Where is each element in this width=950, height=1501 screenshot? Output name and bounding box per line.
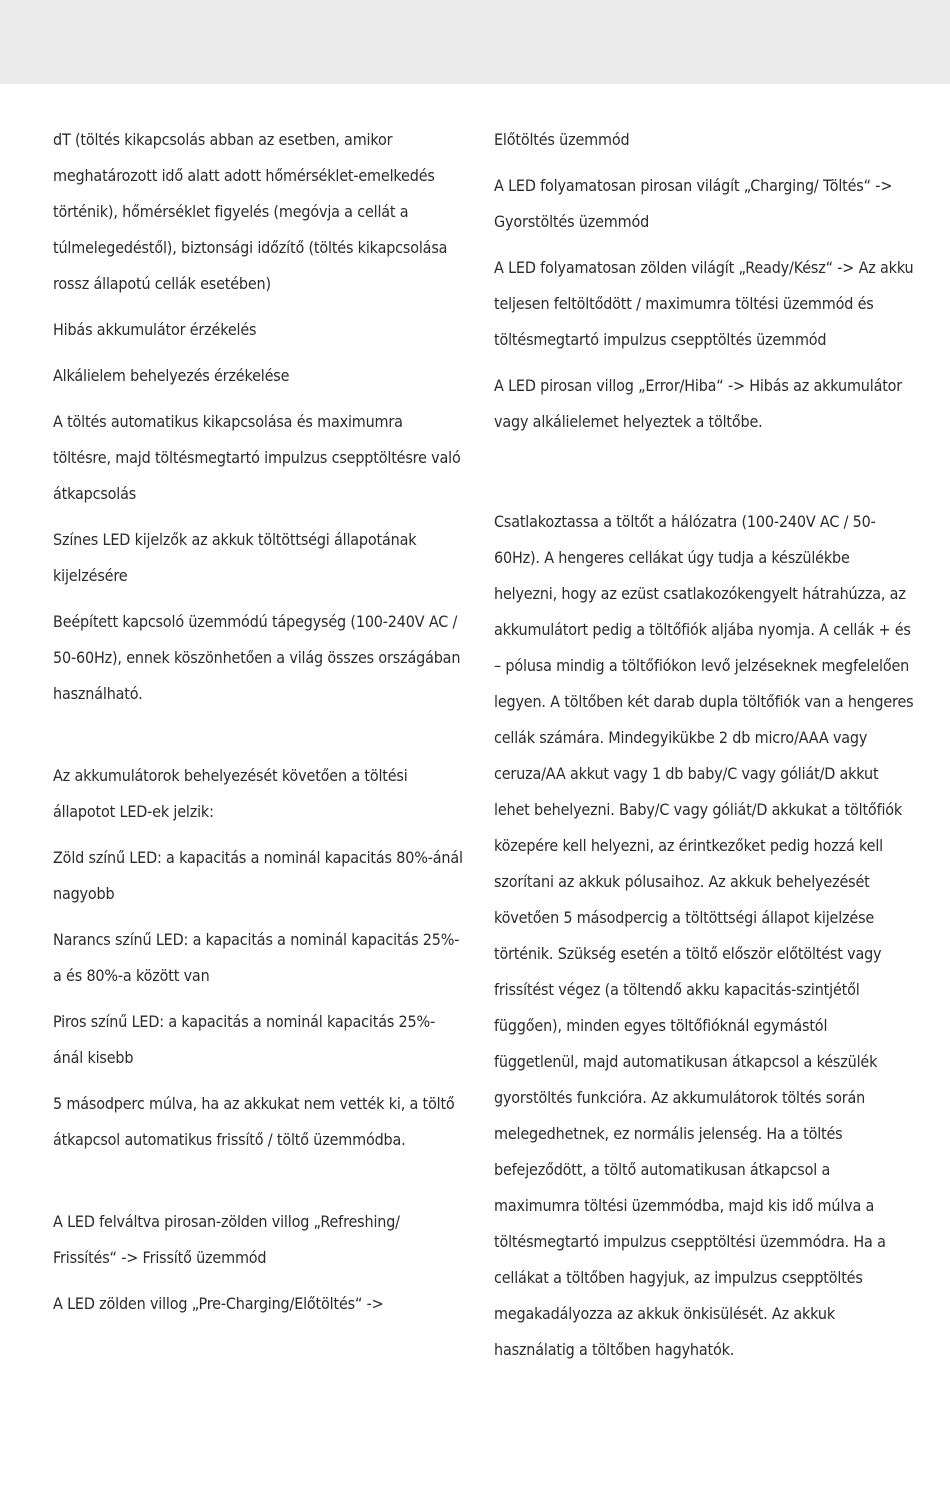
paragraph-power-supply: Beépített kapcsoló üzemmódú tápegység (100-240V AC / 50-60Hz), ennek köszönhetően a világ összes országában használható. <box>53 612 461 703</box>
page-header-band <box>0 0 950 84</box>
paragraph-auto-switch: A töltés automatikus kikapcsolása és maximumra töltésre, majd töltésmegtartó impulzus csepptöltésre való átkapcsolás <box>53 412 461 503</box>
paragraph-led-status-intro: Az akkumulátorok behelyezését követően a töltési állapotot LED-ek jelzik: <box>53 766 408 821</box>
paragraph-orange-led: Narancs színű LED: a kapacitás a nominál kapacitás 25%-a és 80%-a között van <box>53 930 460 985</box>
paragraph-faulty-battery: Hibás akkumulátor érzékelés <box>53 320 257 339</box>
paragraph-alkaline-detection: Alkálielem behelyezés érzékelése <box>53 366 290 385</box>
paragraph-five-seconds: 5 másodperc múlva, ha az akkukat nem vették ki, a töltő átkapcsol automatikus frissítő / töltő üzemmódba. <box>53 1094 455 1149</box>
paragraph-usage-instructions: Csatlakoztassa a töltőt a hálózatra (100-240V AC / 50-60Hz). A hengeres cellákat úgy tudja a készülékbe helyezni, hogy az ezüst csatlakozókengyelt hátrahúzza, az akkumulátort pedig a töltőfiók aljába nyomja. A cellák + és – pólusa mindig a töltőfiókon levő jelzéseknek megfelelően legyen. A töltőben két darab dupla töltőfiók van a hengeres cellák számára. Mindegyikükbe 2 db micro/AAA vagy ceruza/AA akkut vagy 1 db baby/C vagy góliát/D akkut lehet behelyezni. Baby/C vagy góliát/D akkukat a töltőfiók közepére kell helyezni, az érintkezőket pedig hozzá kell szorítani az akkuk pólusaihoz. Az akkuk behelyezését követően 5 másodpercig a töltöttségi állapot kijelzése történik. Szükség esetén a töltő először előtöltést vagy frissítést végez (a töltendő akku kapacitás-szintjétől függően), minden egyes töltőfióknál egymástól függetlenül, majd automatikusan átkapcsol a készülék gyorstöltés funkcióra. Az akkumulátorok töltés során melegedhetnek, ez normális jelenség. Ha a töltés befejeződött, a töltő automatikusan átkapcsol a maximumra töltési üzemmódba, majd kis idő múlva a töltésmegtartó impulzus csepptöltési üzemmódra. Ha a cellákat a töltőben hagyjuk, az impulzus csepptöltés megakadályozza az akkuk önkisülését. Az akkuk használatig a töltőben hagyhatók. <box>494 512 914 1359</box>
paragraph-error-mode: A LED pirosan villog „Error/Hiba“ -> Hibás az akkumulátor vagy alkálielemet helyeztek a töltőbe. <box>494 376 903 431</box>
paragraph-refreshing-mode: A LED felváltva pirosan-zölden villog „Refreshing/ Frissítés“ -> Frissítő üzemmód <box>53 1212 400 1267</box>
paragraph-red-led: Piros színű LED: a kapacitás a nominál kapacitás 25%-ánál kisebb <box>53 1012 436 1067</box>
paragraph-green-led: Zöld színű LED: a kapacitás a nominál kapacitás 80%-ánál nagyobb <box>53 848 463 903</box>
paragraph-charging-mode: A LED folyamatosan pirosan világít „Charging/ Töltés“ -> Gyorstöltés üzemmód <box>494 176 893 231</box>
paragraph-led-indicators: Színes LED kijelzők az akkuk töltöttségi állapotának kijelzésére <box>53 530 417 585</box>
paragraph-precharging-mode: A LED zölden villog „Pre-Charging/Előtöltés“ -> <box>53 1294 384 1313</box>
paragraph-dt-features: dT (töltés kikapcsolás abban az esetben, amikor meghatározott idő alatt adott hőmérséklet-emelkedés történik), hőmérséklet figyelés (megóvja a cellát a túlmelegedéstől), biztonsági időzítő (töltés kikapcsolása rossz állapotú cellák esetében) <box>53 130 448 293</box>
paragraph-precharge-mode-cont: Előtöltés üzemmód <box>494 130 630 149</box>
left-column <box>53 122 465 1322</box>
right-column <box>494 122 914 1368</box>
paragraph-ready-mode: A LED folyamatosan zölden világít „Ready/Kész“ -> Az akku teljesen feltöltődött / maximumra töltési üzemmód és töltésmegtartó impulzus csepptöltés üzemmód <box>494 258 914 349</box>
